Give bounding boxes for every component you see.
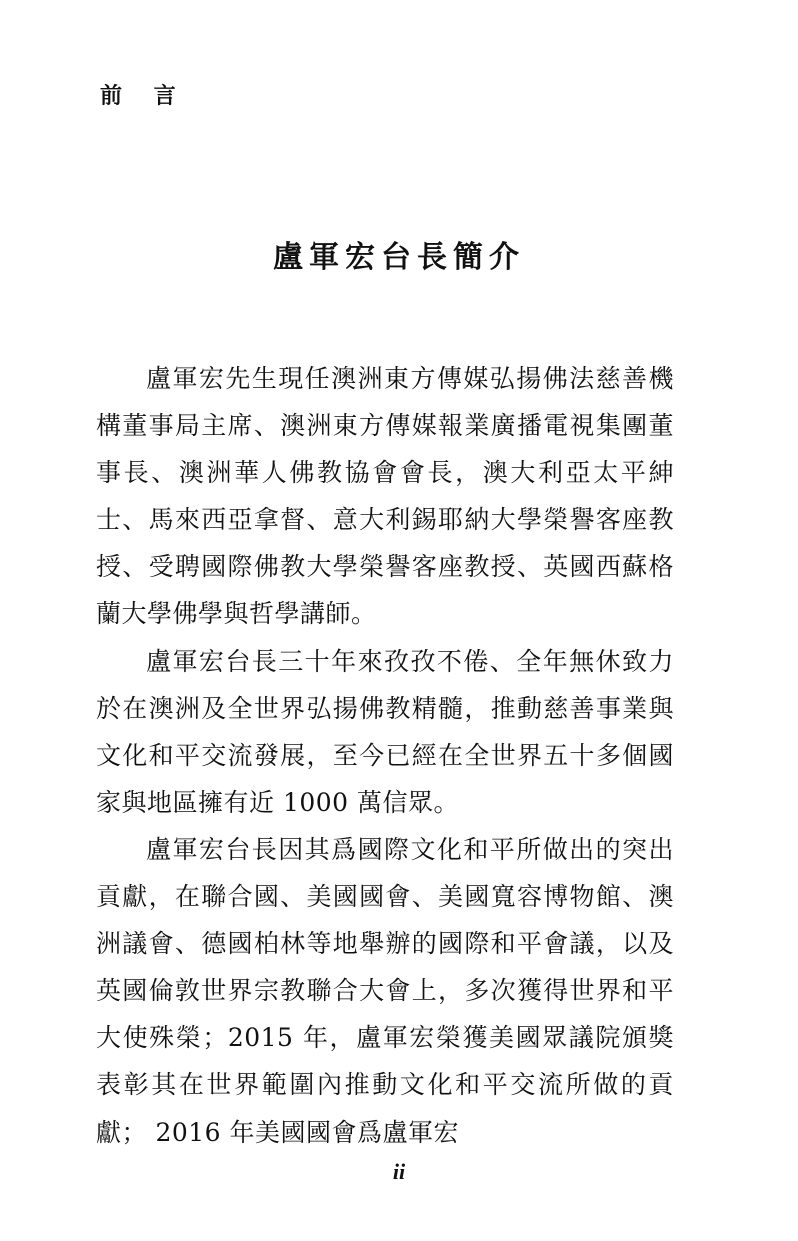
page-number: ii xyxy=(392,1159,406,1184)
body-text xyxy=(96,355,674,1156)
running-header: 前 言 xyxy=(100,84,188,109)
paragraph-1: 盧軍宏先生現任澳洲東方傳媒弘揚佛法慈善機構董事局主席、澳洲東方傳媒報業廣播電視集團董事長、澳洲華人佛教協會會長，澳大利亞太平紳士、馬來西亞拿督、意大利錫耶納大學榮譽客座教授、受聘國際佛教大學榮譽客座教授、英國西蘇格蘭大學佛學與哲學講師。 xyxy=(96,364,674,629)
section-title: 盧軍宏台長簡介 xyxy=(273,240,525,275)
paragraph-3: 盧軍宏台長因其爲國際文化和平所做出的突出貢獻，在聯合國、美國國會、美國寬容博物館、澳洲議會、德國柏林等地舉辦的國際和平會議，以及英國倫敦世界宗教聯合大會上，多次獲得世界和平大使殊榮；2015 年，盧軍宏榮獲美國眾議院頒獎表彰其在世界範圍內推動文化和平交流所做的貢獻； 2016 年美國國會爲盧軍宏 xyxy=(96,834,674,1147)
paragraph-2: 盧軍宏台長三十年來孜孜不倦、全年無休致力於在澳洲及全世界弘揚佛教精髓，推動慈善事業與文化和平交流發展，至今已經在全世界五十多個國家與地區擁有近 1000 萬信眾。 xyxy=(96,646,674,817)
